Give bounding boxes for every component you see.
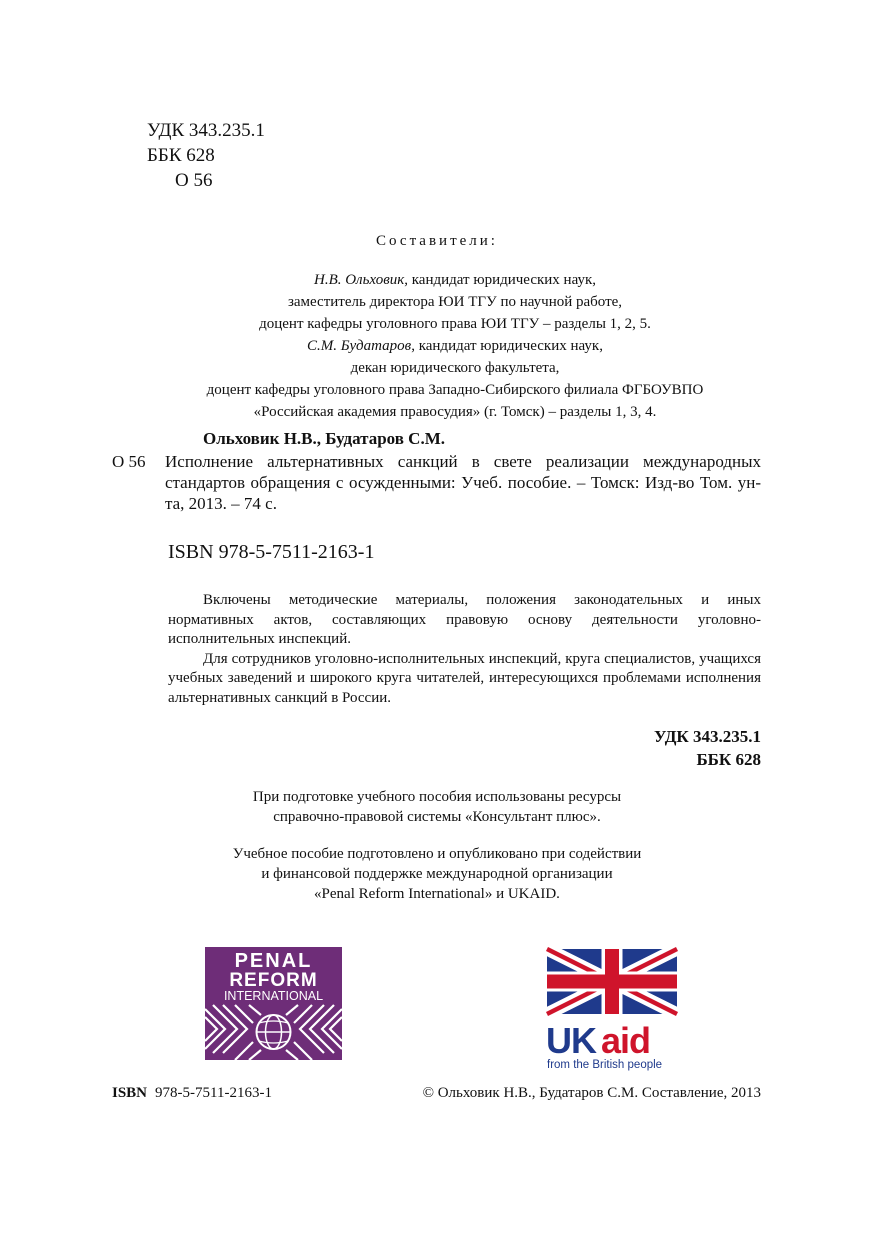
annotation-paragraph-1: Включены методические материалы, положения законодательных и иных нормативных актов, составляющих правовую основу деятельности уголовно-исполнительных инспекций. <box>168 592 761 647</box>
ukaid-tagline: from the British people <box>547 1059 663 1071</box>
compiler-1-name: Н.В. Ольховик <box>313 272 405 288</box>
isbn-line: ISBN 978-5-7511-2163-1 <box>168 541 375 563</box>
union-jack-flag-icon <box>547 949 677 1014</box>
bottom-classification <box>560 725 761 771</box>
ukaid-uk-text: UK <box>546 1020 596 1061</box>
bbk-code: ББК 628 <box>147 145 215 166</box>
footer-isbn <box>112 1085 272 1102</box>
bibliography-code: О 56 <box>112 452 146 471</box>
author-mark-code: О 56 <box>175 170 213 191</box>
udk-code-bold: УДК 343.235.1 <box>653 727 761 746</box>
compiler-1-chair: доцент кафедры уголовного права ЮИ ТГУ – разделы 1, 2, 5. <box>259 316 651 332</box>
support-note-line-2: и финансовой поддержке международной организации <box>261 866 613 882</box>
compiler-2-line <box>120 335 790 357</box>
pri-word-reform: REFORM <box>229 970 318 991</box>
isbn-number: 978-5-7511-2163-1 <box>155 1085 272 1101</box>
bibliographic-description: Исполнение альтернативных санкций в свете реализации международных стандартов обращения с осужденными: Учеб. пособие. – Томск: Изд-во Том. ун-та, 2013. – 74 с. <box>165 452 761 513</box>
ukaid-logo <box>545 947 680 1072</box>
compiler-2-name: С.М. Будатаров <box>307 338 412 354</box>
compiler-1-line <box>120 269 790 291</box>
compiler-2-position: декан юридического факультета, <box>350 360 560 376</box>
bbk-code-bold: ББК 628 <box>696 750 761 769</box>
ukaid-aid-text: aid <box>601 1020 651 1061</box>
compiler-2-degree: , кандидат юридических наук, <box>411 338 603 354</box>
support-note-line-3: «Penal Reform International» и UKAID. <box>314 886 560 902</box>
copyright-notice: © Ольховик Н.В., Будатаров С.М. Составление, 2013 <box>422 1085 761 1101</box>
compiler-2-chair: доцент кафедры уголовного права Западно-Сибирского филиала ФГБОУВПО <box>206 382 704 398</box>
ukaid-logo-graphic <box>545 947 680 1072</box>
compiler-2-academy: «Российская академия правосудия» (г. Томск) – разделы 1, 3, 4. <box>253 404 657 420</box>
resources-note-line-2: справочно-правовой системы «Консультант плюс». <box>273 809 601 825</box>
support-note <box>0 844 874 904</box>
resources-note <box>0 787 874 827</box>
pri-word-international: INTERNATIONAL <box>223 989 324 1003</box>
compiler-1-degree: , кандидат юридических наук, <box>404 272 597 288</box>
support-note-line-1: Учебное пособие подготовлено и опубликовано при содействии <box>232 846 642 862</box>
pri-logo-graphic <box>205 947 342 1060</box>
compilers-list <box>120 269 790 423</box>
penal-reform-international-logo <box>205 947 342 1060</box>
book-authors: Ольховик Н.В., Будатаров С.М. <box>203 429 446 448</box>
annotation-paragraph-2: Для сотрудников уголовно-исполнительных инспекций, круга специалистов, учащихся учебных заведений и широкого круга читателей, интересующихся проблемами исполнения альтернативных санкций в России. <box>168 650 761 706</box>
compiler-1-position: заместитель директора ЮИ ТГУ по научной работе, <box>287 294 623 310</box>
resources-note-line-1: При подготовке учебного пособия использованы ресурсы <box>252 789 622 805</box>
udk-code: УДК 343.235.1 <box>147 120 265 141</box>
compilers-heading: Составители: <box>376 233 498 249</box>
top-classification <box>147 118 265 193</box>
annotation <box>168 591 761 708</box>
pri-word-penal: PENAL <box>234 950 313 972</box>
isbn-label: ISBN <box>112 1085 148 1101</box>
